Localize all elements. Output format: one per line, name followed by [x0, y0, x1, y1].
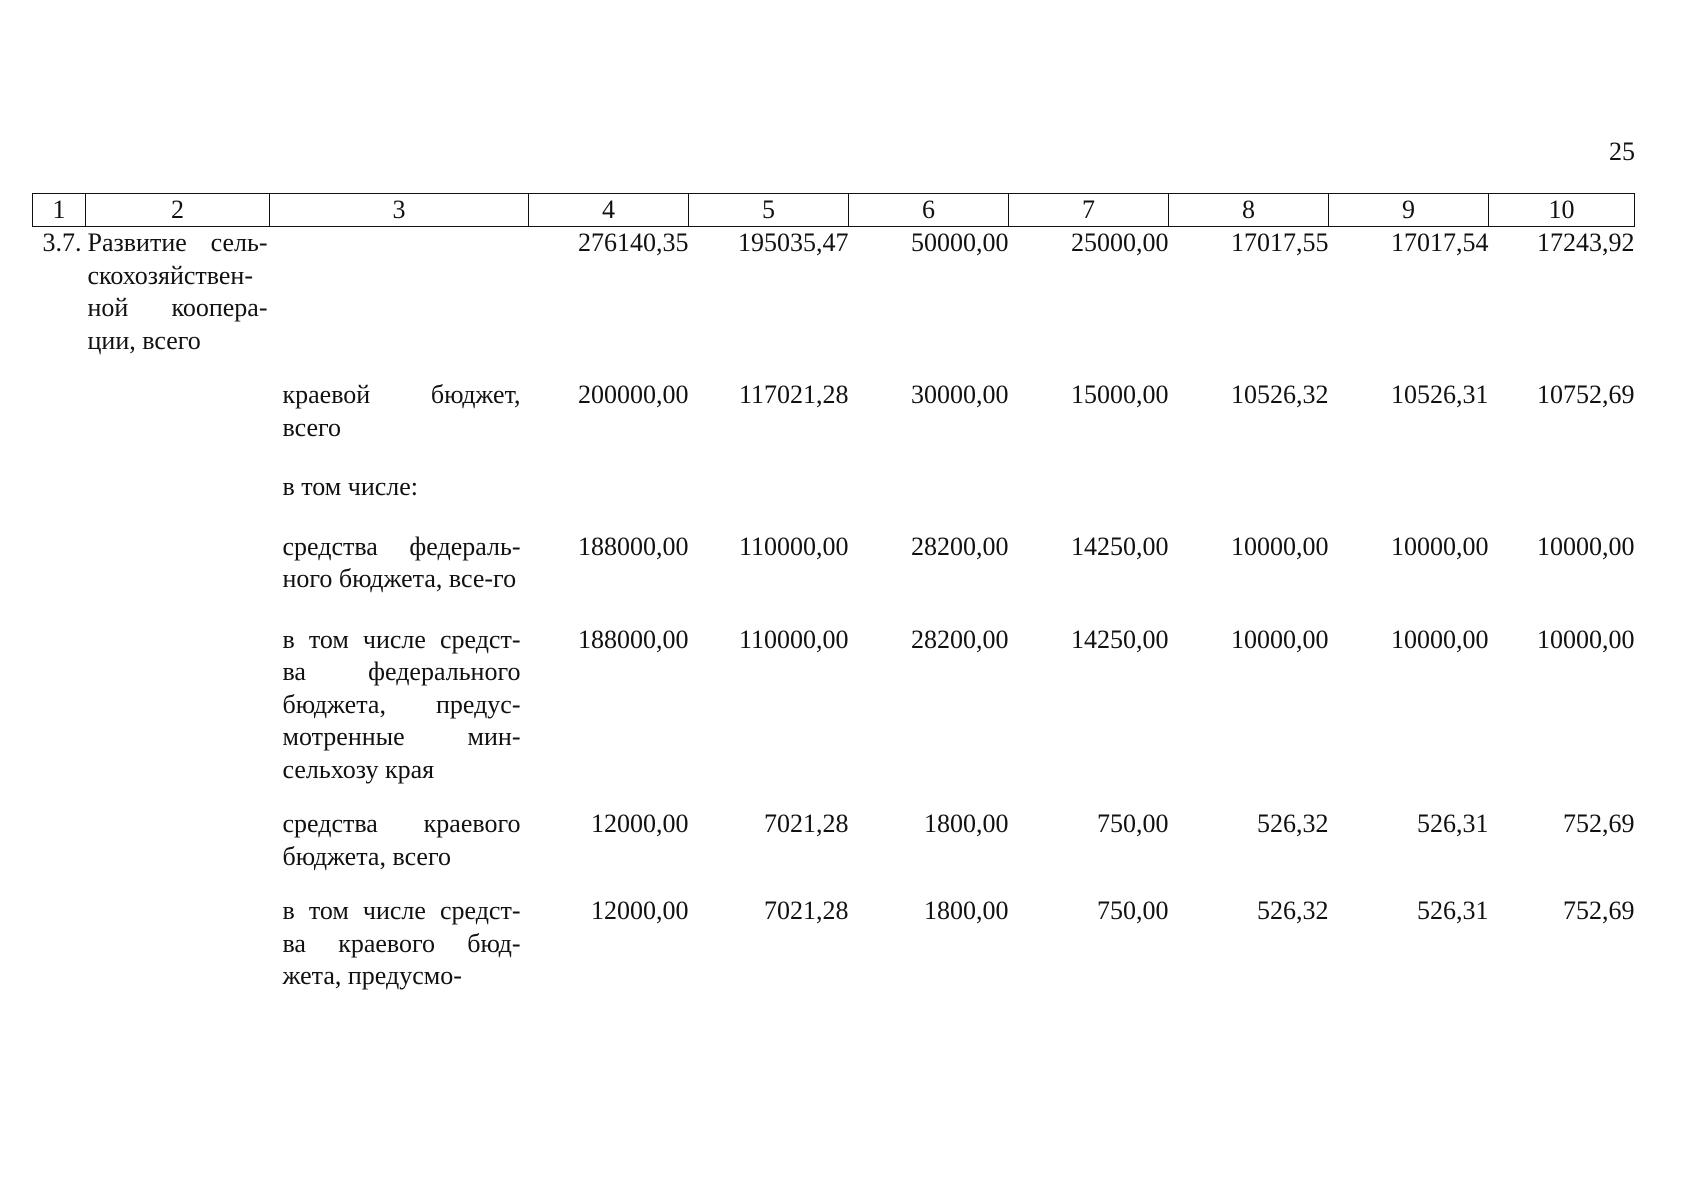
- value-cell: 752,69: [1563, 896, 1635, 925]
- column-number: 8: [1169, 194, 1329, 227]
- value-cell: 10000,00: [1391, 624, 1489, 654]
- funding-source: [270, 227, 529, 380]
- value-cell: 10752,69: [1537, 380, 1635, 409]
- value-cell: 117021,28: [738, 380, 849, 409]
- column-number: 10: [1489, 194, 1635, 227]
- table-row: [33, 471, 1635, 531]
- item-code: [33, 531, 86, 624]
- item-code: 3.7.: [42, 228, 82, 257]
- value-cell: [689, 471, 849, 531]
- value-cell: [849, 471, 1009, 531]
- table-row: [33, 227, 1635, 380]
- budget-table: [32, 193, 1635, 993]
- value-cell: 526,31: [1417, 809, 1489, 838]
- value-cell: 50000,00: [911, 228, 1009, 257]
- value-cell: 1800,00: [924, 809, 1009, 838]
- value-cell: [529, 471, 689, 531]
- value-cell: 15000,00: [1071, 380, 1169, 409]
- value-cell: 14250,00: [1071, 624, 1169, 654]
- funding-source: в том числе средст-ва федерального бюджета, предус-мотренные мин-сельхозу края: [282, 624, 521, 784]
- column-number: 3: [270, 194, 529, 227]
- item-name: [86, 471, 270, 531]
- item-code: [33, 895, 86, 993]
- value-cell: 28200,00: [911, 624, 1009, 654]
- value-cell: 200000,00: [578, 380, 689, 409]
- value-cell: 276140,35: [578, 228, 689, 257]
- value-cell: 10000,00: [1391, 531, 1489, 561]
- item-code: [33, 471, 86, 531]
- value-cell: 752,69: [1563, 809, 1635, 838]
- value-cell: 14250,00: [1071, 531, 1169, 561]
- item-code: [33, 808, 86, 895]
- value-cell: 526,32: [1257, 809, 1329, 838]
- funding-source: краевой бюджет, всего: [282, 380, 521, 442]
- value-cell: 526,31: [1417, 896, 1489, 925]
- value-cell: 10000,00: [1231, 531, 1329, 561]
- value-cell: 188000,00: [578, 624, 689, 654]
- value-cell: 750,00: [1097, 809, 1169, 838]
- funding-source: средства федераль-ного бюджета, все-го: [282, 531, 521, 593]
- item-name: [86, 379, 270, 471]
- column-number: 2: [86, 194, 270, 227]
- column-number-row: [33, 194, 1635, 227]
- value-cell: 750,00: [1097, 896, 1169, 925]
- value-cell: [1329, 471, 1489, 531]
- column-number: 6: [849, 194, 1009, 227]
- value-cell: 17017,54: [1391, 228, 1489, 257]
- item-name: [86, 895, 270, 993]
- value-cell: 10000,00: [1537, 531, 1635, 561]
- value-cell: 12000,00: [591, 809, 689, 838]
- value-cell: 10526,31: [1391, 380, 1489, 409]
- value-cell: 10526,32: [1231, 380, 1329, 409]
- value-cell: 110000,00: [738, 531, 849, 561]
- value-cell: [1489, 471, 1635, 531]
- column-number: 1: [33, 194, 86, 227]
- item-code: [33, 624, 86, 809]
- value-cell: 30000,00: [911, 380, 1009, 409]
- value-cell: [1169, 471, 1329, 531]
- column-number: 5: [689, 194, 849, 227]
- column-number: 4: [529, 194, 689, 227]
- item-name: [86, 624, 270, 809]
- value-cell: 10000,00: [1231, 624, 1329, 654]
- item-code: [33, 379, 86, 471]
- value-cell: 10000,00: [1537, 624, 1635, 654]
- table-row: [33, 531, 1635, 624]
- value-cell: 17243,92: [1537, 228, 1635, 257]
- value-cell: 7021,28: [764, 896, 849, 925]
- table-row: [33, 379, 1635, 471]
- table-row: [33, 624, 1635, 809]
- value-cell: 110000,00: [738, 624, 849, 654]
- value-cell: 12000,00: [591, 896, 689, 925]
- value-cell: 7021,28: [764, 809, 849, 838]
- funding-source: средства краевого бюджета, всего: [282, 809, 521, 871]
- value-cell: 28200,00: [911, 531, 1009, 561]
- value-cell: 188000,00: [578, 531, 689, 561]
- item-name: [86, 808, 270, 895]
- column-number: 9: [1329, 194, 1489, 227]
- item-name: Развитие сель-скохозяйствен-ной коопера-ции, всего: [87, 228, 268, 355]
- table-row: [33, 808, 1635, 895]
- value-cell: 526,32: [1257, 896, 1329, 925]
- value-cell: 25000,00: [1071, 228, 1169, 257]
- value-cell: [1009, 471, 1169, 531]
- table-row: [33, 895, 1635, 993]
- funding-source: в том числе средст-ва краевого бюд-жета, предусмо-: [282, 896, 521, 990]
- item-name: [86, 531, 270, 624]
- funding-source: в том числе:: [282, 472, 419, 501]
- value-cell: 195035,47: [738, 228, 849, 257]
- column-number: 7: [1009, 194, 1169, 227]
- page-number: 25: [1609, 137, 1635, 166]
- value-cell: 1800,00: [924, 896, 1009, 925]
- value-cell: 17017,55: [1231, 228, 1329, 257]
